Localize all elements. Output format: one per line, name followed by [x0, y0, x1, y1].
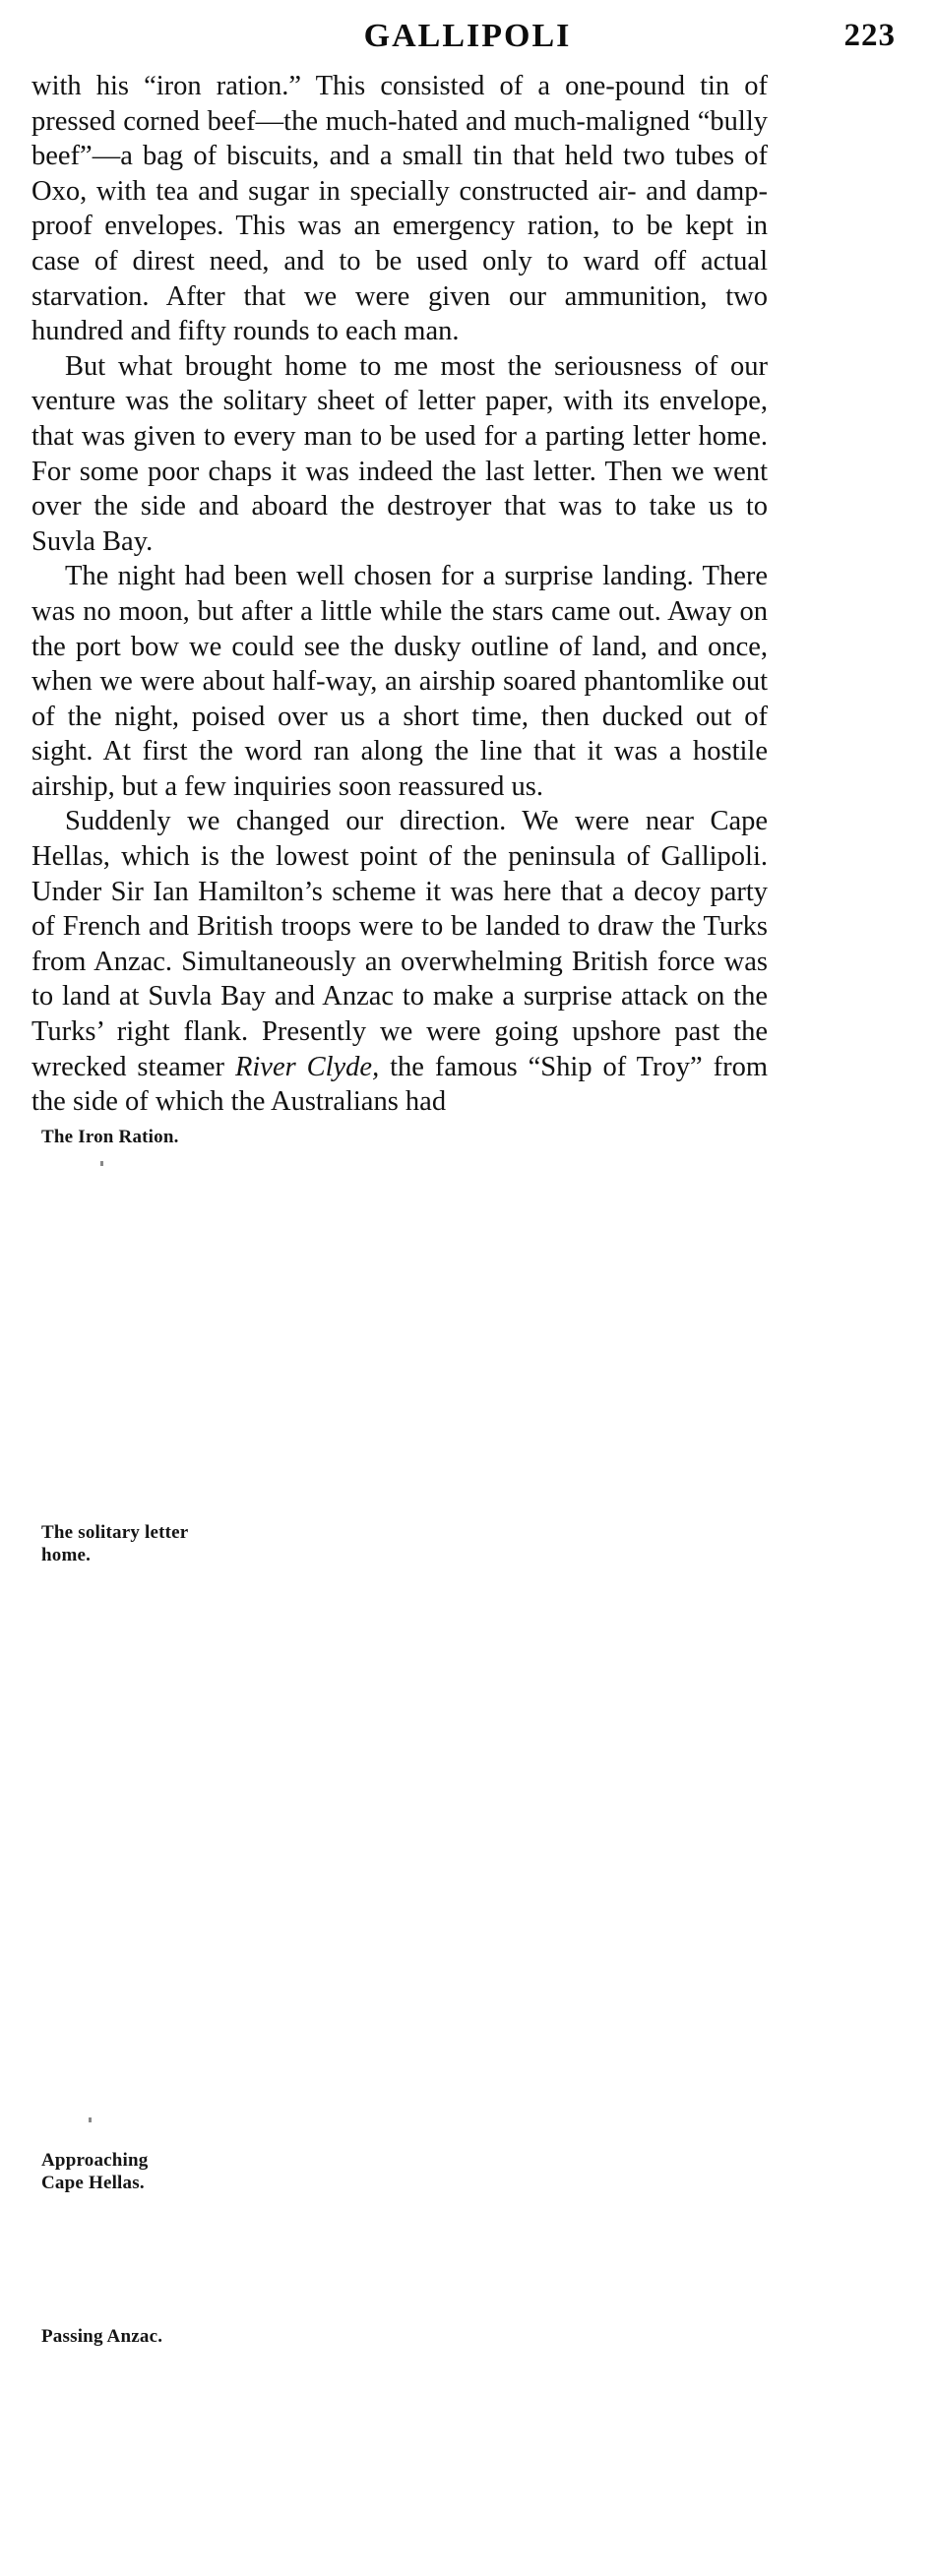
- scan-speck: [100, 1161, 103, 1166]
- ship-name-italic: River Clyde,: [234, 1051, 380, 1082]
- paragraph-2: But what brought home to me most the seriousness of our venture was the solitary sheet of letter paper, with its envelope, that was given to every man to be used for a parting letter home. For some poor chaps it was indeed the last letter. Then we went over the side and aboard the destroyer that was to take us to Suvla Bay.: [31, 350, 768, 557]
- paragraph-4-text: Suddenly we changed our direction. We were near Cape Hellas, which is the lowest point of the peninsula of Gallipoli. Under Sir Ian Hamilton’s scheme it was here that a decoy party of French and British troops were to be landed to draw the Turks from Anzac. Simultaneously an overwhelming British force was to land at Suvla Bay and Anzac to make a surprise attack on the Turks’ right flank. Presently we were going upshore past the wrecked steamer: [31, 806, 768, 1082]
- sidenote-solitary-letter: The solitary letter home.: [41, 1521, 189, 1565]
- sidenote-passing-anzac: Passing Anzac.: [41, 2325, 163, 2347]
- paragraph-4-tail: the famous “Ship of Troy” from the side of which the Australians had: [31, 1051, 768, 1118]
- page-header: [30, 0, 905, 69]
- page-number: 223: [843, 18, 896, 53]
- paragraph-1: with his “iron ration.” This consisted of a one-pound tin of pressed corned beef—the much-hated and much-maligned “bully beef”—a bag of biscuits, and a small tin that held two tubes of Oxo, with tea and sugar in specially constructed air- and damp-proof envelopes. This was an emergency ration, to be kept in case of direst need, and to be used only to ward off actual starvation. After that we were given our ammunition, two hundred and fifty rounds to each man.: [31, 71, 768, 347]
- page-body: [31, 69, 917, 2576]
- paragraph-3: The night had been well chosen for a surprise landing. There was no moon, but after a little while the stars came out. Away on the port bow we could see the dusky outline of land, and once, when we were about half-way, an airship soared phantomlike out of the night, poised over us a short time, then ducked out of sight. At first the word ran along the line that it was a hostile airship, but a few inquiries soon reassured us.: [31, 561, 768, 802]
- sidenote-iron-ration: The Iron Ration.: [41, 1126, 179, 1147]
- scan-speck: [89, 2117, 92, 2122]
- marginal-notes: [41, 1120, 199, 2576]
- sidenote-approaching-cape-hellas: Approaching Cape Hellas.: [41, 2149, 149, 2193]
- paragraph-4: [31, 804, 768, 1119]
- main-text-column: [31, 69, 768, 1120]
- running-title: GALLIPOLI: [363, 18, 572, 54]
